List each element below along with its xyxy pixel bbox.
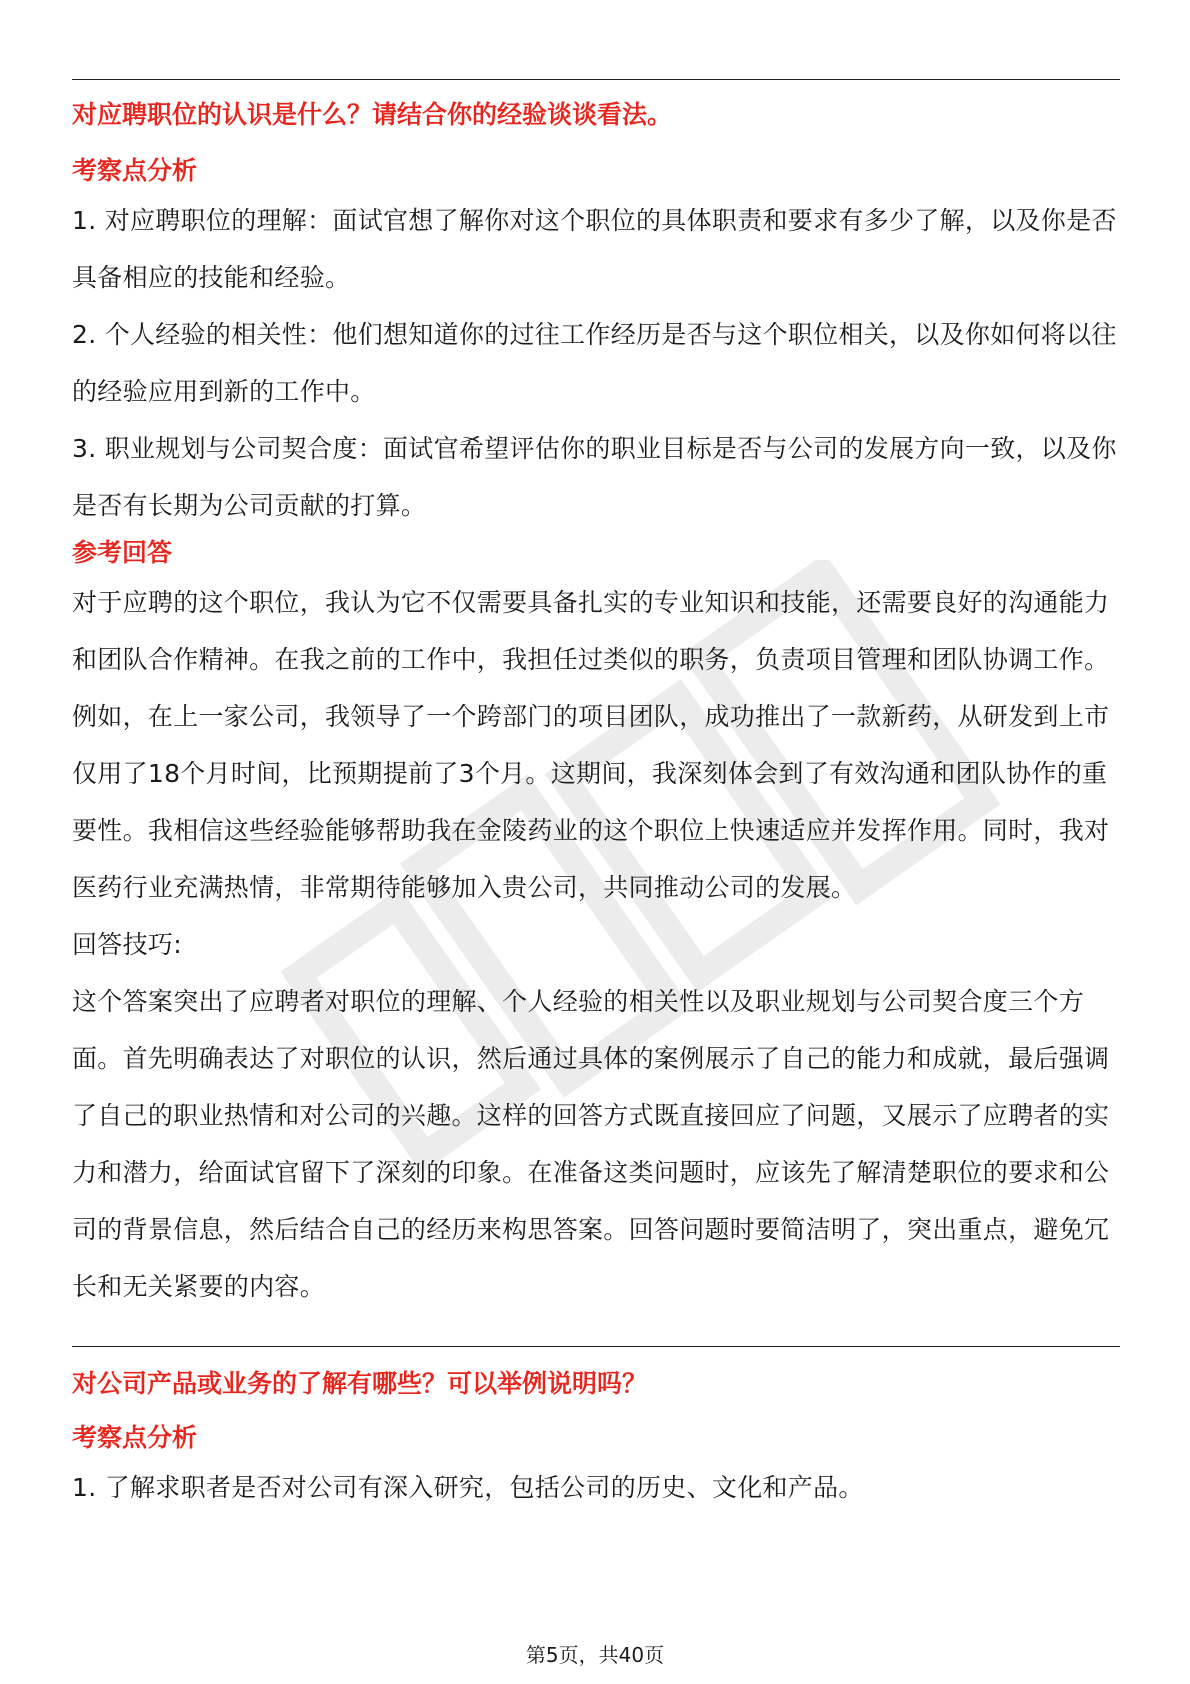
answer-heading-block (72, 535, 1122, 571)
analysis-points-1 (72, 192, 1122, 534)
question-title: 对公司产品或业务的了解有哪些？可以举例说明吗？ (72, 1369, 648, 1398)
question-section-1 (72, 97, 1122, 133)
analysis-points-2 (72, 1459, 1122, 1516)
analysis-point: 1. 对应聘职位的理解：面试官想了解你对这个职位的具体职责和要求有多少了解，以及你是否具备相应的技能和经验。 (72, 206, 1117, 292)
analysis-section-2 (72, 1420, 1122, 1456)
analysis-point: 2. 个人经验的相关性：他们想知道你的过往工作经历是否与这个职位相关，以及你如何将以往的经验应用到新的工作中。 (72, 320, 1117, 406)
question-section-2 (72, 1366, 1122, 1402)
answer-text: 对于应聘的这个职位，我认为它不仅需要具备扎实的专业知识和技能，还需要良好的沟通能力和团队合作精神。在我之前的工作中，我担任过类似的职务，负责项目管理和团队协调工作。例如，在上一家公司，我领导了一个跨部门的项目团队，成功推出了一款新药，从研发到上市仅用了18个月时间，比预期提前了3个月。这期间，我深刻体会到了有效沟通和团队协作的重要性。我相信这些经验能够帮助我在金陵药业的这个职位上快速适应并发挥作用。同时，我对医药行业充满热情，非常期待能够加入贵公司，共同推动公司的发展。 (72, 588, 1110, 902)
analysis-point: 3. 职业规划与公司契合度：面试官希望评估你的职业目标是否与公司的发展方向一致，以及你是否有长期为公司贡献的打算。 (72, 434, 1117, 520)
analysis-heading: 考察点分析 (72, 156, 198, 185)
answer-block (72, 574, 1122, 1315)
answer-heading: 参考回答 (72, 538, 173, 567)
section-divider (72, 1346, 1120, 1347)
question-title: 对应聘职位的认识是什么？请结合你的经验谈谈看法。 (72, 100, 673, 129)
page-number: 第5页，共40页 (525, 1643, 665, 1667)
analysis-heading: 考察点分析 (72, 1423, 198, 1452)
analysis-point: 1. 了解求职者是否对公司有深入研究，包括公司的历史、文化和产品。 (72, 1473, 864, 1502)
analysis-section-1 (72, 153, 1122, 189)
top-divider (72, 79, 1120, 80)
tips-text: 这个答案突出了应聘者对职位的理解、个人经验的相关性以及职业规划与公司契合度三个方面。首先明确表达了对职位的认识，然后通过具体的案例展示了自己的能力和成就，最后强调了自己的职业热情和对公司的兴趣。这样的回答方式既直接回应了问题，又展示了应聘者的实力和潜力，给面试官留下了深刻的印象。在准备这类问题时，应该先了解清楚职位的要求和公司的背景信息，然后结合自己的经历来构思答案。回答问题时要简洁明了，突出重点，避免冗长和无关紧要的内容。 (72, 987, 1110, 1301)
tips-heading: 回答技巧: (72, 930, 182, 959)
